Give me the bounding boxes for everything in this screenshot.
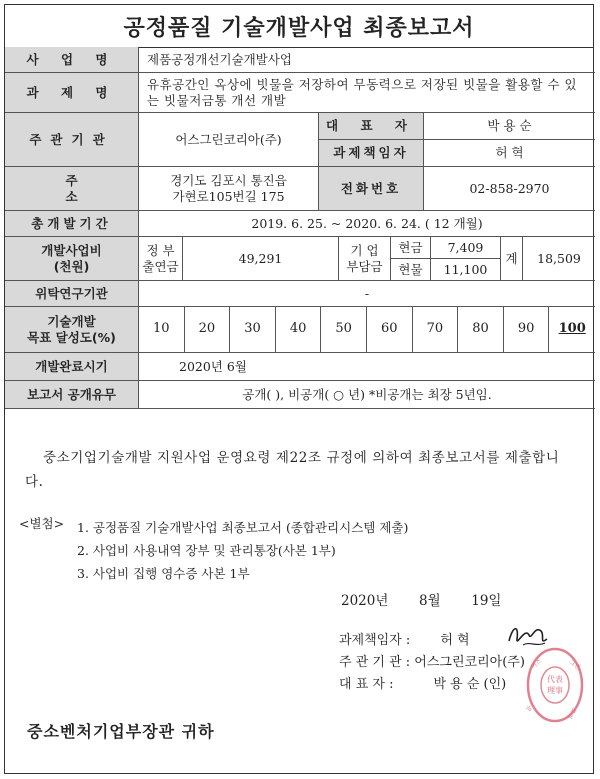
cash-label: 현금 <box>391 237 431 259</box>
task-name-value: 유휴공간인 옥상에 빗물을 저장하여 무동력으로 저장된 빗물을 활용할 수 있는 빗물저금통 개선 개발 <box>139 73 595 113</box>
attachment-list <box>77 516 408 585</box>
cash-value: 7,409 <box>431 237 501 259</box>
completion-label: 개발완료시기 <box>5 353 139 381</box>
achievement-value: 80 <box>458 307 504 353</box>
corp-label: 기 업 부담금 <box>339 237 391 281</box>
svg-text:어스: 어스 <box>529 657 544 671</box>
attachment-item: 1. 공정품질 기술개발사업 최종보고서 (종합관리시스템 제출) <box>77 520 409 535</box>
kind-value: 11,100 <box>431 259 501 281</box>
sig-representative: 대 표 자 : 박 용 순 (인) <box>339 677 507 693</box>
phone-value: 02-858-2970 <box>424 167 595 211</box>
gov-label: 정 부 출연금 <box>139 237 183 281</box>
completion-value: 2020년 6월 <box>139 353 595 381</box>
budget-label: 개발사업비 (천원) <box>5 237 139 281</box>
achievement-value: 50 <box>321 307 367 353</box>
info-table <box>5 47 593 409</box>
svg-text:그린: 그린 <box>567 658 582 672</box>
total-value: 18,509 <box>523 237 595 281</box>
submission-statement: 중소기업기술개발 지원사업 운영요령 제22조 규정에 의하여 최종보고서를 제출합니다. <box>25 450 560 490</box>
achievement-value: 90 <box>504 307 550 353</box>
disclosure-label: 보고서 공개유무 <box>5 381 139 409</box>
svg-text:코리: 코리 <box>565 706 578 720</box>
document-title: 공정품질 기술개발사업 최종보고서 <box>5 5 593 48</box>
task-name-label: 과 제 명 <box>5 73 139 113</box>
sig-organization: 주 관 기 관 : 어스그린코리아(주) <box>339 655 525 671</box>
representative-value: 박 용 순 <box>424 113 595 140</box>
achievement-value: 30 <box>230 307 276 353</box>
signature-block <box>339 630 525 696</box>
attachment-item: 2. 사업비 사용내역 장부 및 관리통장(사본 1부) <box>77 543 336 559</box>
achievement-scale <box>139 307 595 353</box>
achievement-value: 40 <box>276 307 322 353</box>
attachment-item: 3. 사업비 집행 영수증 사본 1부 <box>77 566 250 582</box>
achievement-value: 100 <box>549 307 595 353</box>
gov-value: 49,291 <box>183 237 339 281</box>
address-value <box>139 167 319 211</box>
kind-label: 현물 <box>391 259 431 281</box>
project-name-value: 제품공정개선기술개발사업 <box>139 47 595 73</box>
consigned-label: 위탁연구기관 <box>5 281 139 307</box>
achievement-value: 60 <box>367 307 413 353</box>
attachments-prefix: <별첨> <box>19 516 65 531</box>
project-name-label: 사 업 명 <box>5 47 139 73</box>
address-line-1: 경기도 김포시 통진읍 <box>170 172 287 188</box>
manager-value: 허 혁 <box>424 140 595 167</box>
svg-text:代表: 代表 <box>547 675 563 684</box>
consigned-value: - <box>139 281 595 307</box>
achievement-value: 70 <box>413 307 459 353</box>
sig-manager: 과제책임자 : 허 혁 <box>339 633 470 648</box>
manager-label: 과제책임자 <box>319 140 424 167</box>
achievement-value: 10 <box>139 307 185 353</box>
period-value: 2019. 6. 25. ~ 2020. 6. 24. ( 12 개월) <box>139 211 595 237</box>
submission-date: 2020년 8월 19일 <box>341 593 502 609</box>
organization-value: 어스그린코리아(주) <box>139 113 319 167</box>
period-label: 총개발기간 <box>5 211 139 237</box>
svg-text:理事: 理事 <box>547 686 563 695</box>
address-label: 주 소 <box>5 167 139 211</box>
disclosure-value: 공개( ), 비공개( ○ 년) *비공개는 최장 5년임. <box>139 381 595 409</box>
report-form <box>4 4 594 774</box>
achievement-label: 기술개발 목표 달성도(%) <box>5 307 139 353</box>
svg-text:아: 아 <box>525 703 535 713</box>
addressee: 중소벤처기업부장관 귀하 <box>27 722 215 741</box>
organization-label: 주관기관 <box>5 113 139 167</box>
total-label: 계 <box>501 237 523 281</box>
company-seal-icon <box>523 645 587 725</box>
address-line-2: 가현로105번길 175 <box>172 188 285 204</box>
achievement-value: 20 <box>185 307 231 353</box>
representative-label: 대 표 자 <box>319 113 424 140</box>
phone-label: 전화번호 <box>319 167 424 211</box>
